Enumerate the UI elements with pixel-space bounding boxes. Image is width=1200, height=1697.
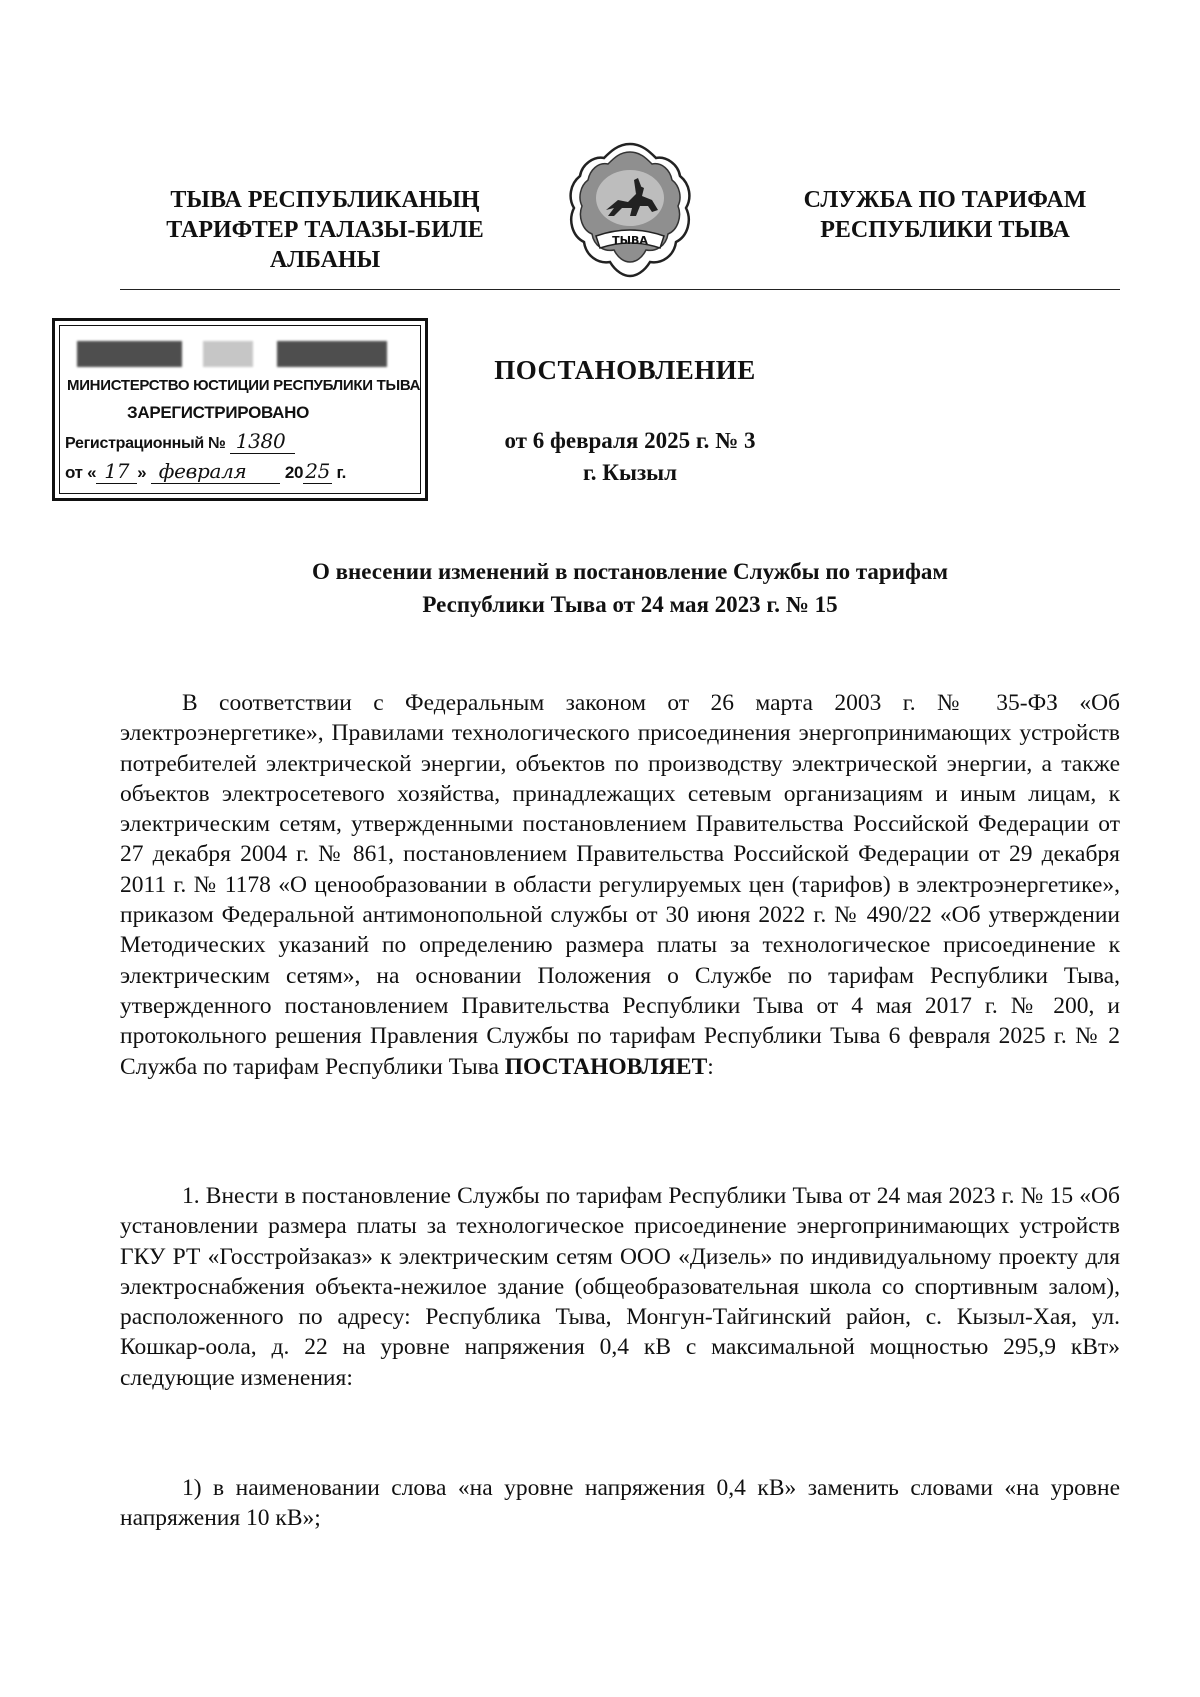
document-title bbox=[145, 555, 1115, 621]
header-left-line1: ТЫВА РЕСПУБЛИКАНЫҢ bbox=[170, 187, 480, 213]
stamp-ministry: МИНИСТЕРСТВО ЮСТИЦИИ РЕСПУБЛИКИ ТЫВА bbox=[67, 377, 421, 394]
document-title-line2: Республики Тыва от 24 мая 2023 г. № 15 bbox=[422, 592, 838, 617]
preamble-paragraph bbox=[120, 688, 1120, 1082]
tuva-coat-of-arms-icon bbox=[566, 140, 694, 280]
clause-1-paragraph: 1. Внести в постановление Службы по тарифам Республики Тыва от 24 мая 2023 г. № 15 «Об установлении размера платы за технологическое присоединение энергопринимающих устройств ГКУ РТ «Госстройзаказ» к электрическим сетям ООО «Дизель» по индивидуальному проекту для электроснабжения объекта-нежилое здание (общеобразовательная школа со спортивным залом), расположенного по адресу: Республика Тыва, Монгун-Тайгинский район, с. Кызыл-Хая, ул. Кошкар-оола, д. 22 на уровне напряжения 0,4 кВ с максимальной мощностью 295,9 кВт» следующие изменения: bbox=[120, 1183, 1120, 1391]
preamble-text: В соответствии с Федеральным законом от 26 марта 2003 г. № 35-ФЗ «Об электроэнергетике», Правилами технологического присоединения энергопринимающих устройств потребителей электрической энергии, объектов по производству электрической энергии, а также объектов электросетевого хозяйства, принадлежащих сетевым организациям и иным лицам, к электрическим сетям, утвержденными постановлением Правительства Российской Федерации от 27 декабря 2004 г. № 861, постановлением Правительства Российской Федерации от 29 декабря 2011 г. № 1178 «О ценообразовании в области регулируемых цен (тарифов) в электроэнергетике», приказом Федеральной антимонопольной службы от 30 июня 2022 г. № 490/22 «Об утверждении Методических указаний по определению размера платы за технологическое присоединение к электрическим сетям», на основании Положения о Службе по тарифам Республики Тыва, утвержденного постановлением Правительства Республики Тыва от 4 мая 2017 г. № 200, и протокольного решения Правления Службы по тарифам Республики Тыва 6 февраля 2025 г. № 2 Служба по тарифам Республики Тыва bbox=[120, 690, 1120, 1080]
stamp-reg-number: 1380 bbox=[230, 429, 296, 454]
stamp-date-year-prefix: 20 bbox=[284, 463, 304, 482]
stamp-smudge bbox=[77, 341, 182, 367]
decree-keyword: ПОСТАНОВЛЯЕТ bbox=[504, 1053, 708, 1080]
document-city: г. Кызыл bbox=[582, 460, 678, 485]
stamp-date-day: 17 bbox=[96, 459, 137, 484]
header-divider bbox=[120, 289, 1120, 290]
stamp-date-mid: » bbox=[137, 463, 147, 482]
stamp-registered: ЗАРЕГИСТРИРОВАНО bbox=[127, 403, 310, 422]
header-left-title bbox=[145, 185, 505, 275]
header-left-line2: ТАРИФТЕР ТАЛАЗЫ-БИЛЕ bbox=[166, 217, 484, 243]
registration-stamp bbox=[52, 318, 428, 501]
document-title-line1: О внесении изменений в постановление Службы по тарифам bbox=[311, 559, 949, 584]
stamp-date-year-suffix: 25 bbox=[305, 459, 331, 483]
header-left-line3: АЛБАНЫ bbox=[269, 247, 381, 273]
stamp-date-end: г. bbox=[336, 463, 347, 482]
header-right-title bbox=[780, 185, 1110, 245]
emblem-text: ТЫВА bbox=[612, 234, 648, 247]
stamp-date-month: февраля bbox=[151, 459, 281, 484]
document-date-number: от 6 февраля 2025 г. № 3 bbox=[504, 428, 756, 453]
document-type: ПОСТАНОВЛЕНИЕ bbox=[494, 355, 756, 385]
subclause-1-paragraph: 1) в наименовании слова «на уровне напряжения 0,4 кВ» заменить словами «на уровне напряжения 10 кВ»; bbox=[120, 1475, 1120, 1532]
stamp-date-prefix: от « bbox=[65, 463, 97, 482]
stamp-smudge bbox=[277, 341, 387, 367]
stamp-reg-label: Регистрационный № bbox=[65, 435, 226, 452]
header-right-line1: СЛУЖБА ПО ТАРИФАМ bbox=[803, 187, 1087, 213]
header-right-line2: РЕСПУБЛИКИ ТЫВА bbox=[820, 217, 1070, 243]
stamp-smudge bbox=[203, 341, 253, 367]
preamble-end: : bbox=[707, 1053, 714, 1080]
